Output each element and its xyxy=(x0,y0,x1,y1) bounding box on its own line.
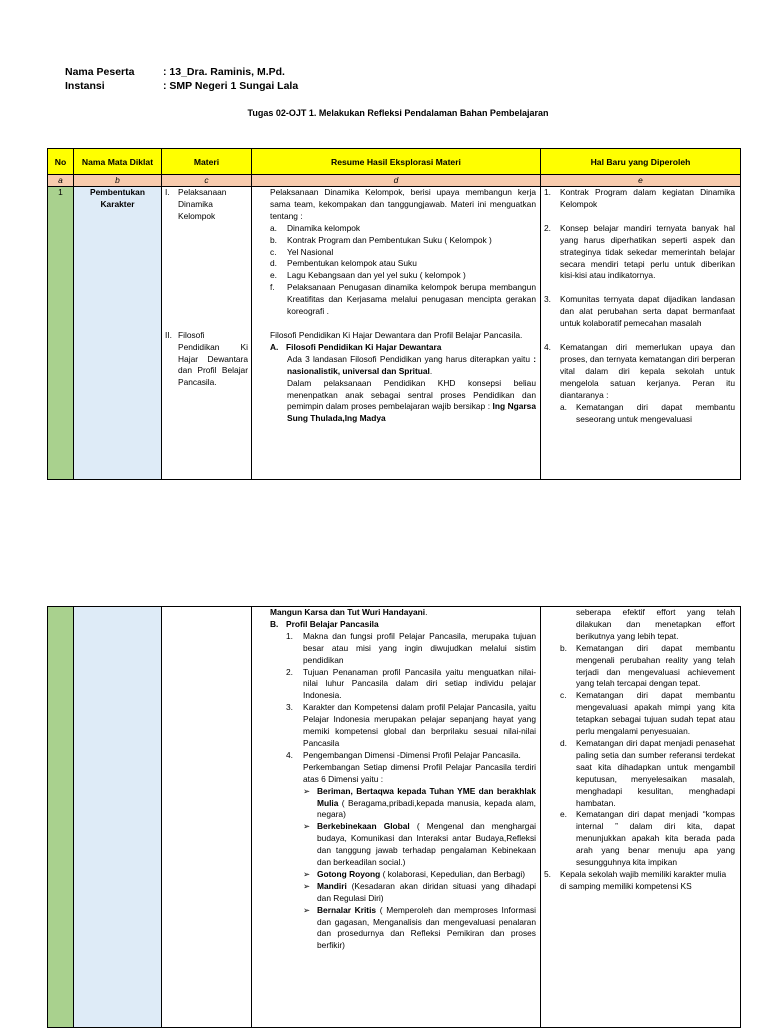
hal-baru-sublist xyxy=(544,643,735,869)
arrow-bullet-icon: ➢ xyxy=(303,880,311,891)
hal-baru-cell xyxy=(541,187,741,480)
table-row xyxy=(48,187,741,480)
dimensi-intro: Perkembangan Setiap dimensi Profil Pelajar Pancasila terdiri atas 6 Dimensi yaitu : xyxy=(303,761,536,784)
profil-list-item: 4. Pengembangan Dimensi -Dimensi Profil Pelajar Pancasila. xyxy=(286,749,521,760)
letter-b: b xyxy=(74,175,162,187)
hal-baru-subitem: d. Kematangan diri dapat menjadi penasehat paling setia dan sumber referansi terdekat saat kita dihadapkan untuk mengambil keputusan, menyelesaikan masalah, menghadapi kesulitan, menghadapi hambatan. xyxy=(560,737,735,808)
dimensi-item: ➢ Mandiri (Kesadaran akan diridan situasi yang dihadapi dan Regulasi Diri) xyxy=(303,880,536,903)
header-no: No xyxy=(48,149,74,175)
profil-list-item: 1. Makna dan fungsi profil Pelajar Pancasila, merupaka tujuan besar atau misi yang ingin diwujudkan melalui sistim pendidikan xyxy=(286,630,536,665)
hal-baru-cell-continued xyxy=(541,607,741,1028)
section-a-continued: Mangun Karsa dan Tut Wuri Handayani. xyxy=(270,607,428,617)
dimensi-item: ➢ Gotong Royong ( kolaborasi, Kepedulian, dan Berbagi) xyxy=(303,868,526,879)
profil-list-item: 3. Karakter dan Kompetensi dalam profil Pelajar Pancasila, yaitu Pelajar Indonesia merupakan pelajar sepanjang hayat yang memiki kompetensi global dan berprilaku sesuai nilai-nilai Pancasila xyxy=(286,702,536,748)
document-title: Tugas 02-OJT 1. Melakukan Refleksi Pendalaman Bahan Pembelajaran xyxy=(247,108,549,118)
row-number: 1 xyxy=(48,187,74,480)
profil-list-item: 2. Tujuan Penanaman profil Pancasila yaitu menguatkan nilai-nilai luhur Pancasila dalam diri setiap individu pelajar Indonesia. xyxy=(286,666,536,701)
hal-baru-item: 3. Komunitas ternyata dapat dijadikan landasan dan alat perubahan serta dapat bermanfaat untuk kolaboratif pemecahan masalah xyxy=(544,294,735,329)
hal-baru-list xyxy=(544,187,735,402)
column-letter-row xyxy=(48,175,741,187)
arrow-bullet-icon: ➢ xyxy=(303,868,311,879)
institution-row xyxy=(65,80,298,92)
participant-name-row xyxy=(65,66,285,78)
resume-list-item: a. Dinamika kelompok xyxy=(270,222,361,233)
hal-baru-item: 5. Kepala sekolah wajib memiliki karakter mulia di samping memiliki kompetensi KS xyxy=(544,868,727,891)
filosofi-intro: Filosofi Pendidikan Ki Hajar Dewantara dan Profil Belajar Pancasila. xyxy=(270,329,523,340)
section-a-heading: A. Filosofi Pendidikan Ki Hajar Dewantara xyxy=(270,341,442,352)
arrow-bullet-icon: ➢ xyxy=(303,904,311,915)
materi-item: II. Filosofi Pendidikan Ki Hajar Dewantara dan Profil Belajar Pancasila. xyxy=(165,329,248,388)
section-a-paragraph: Dalam pelaksanaan Pendidikan KHD konsepsi beliau menenpatkan anak sebagai sentral proses Pendidikan dan pemimpin dalam proses pembelajaran wajib bersikap : Ing Ngarsa Sung Thulada,Ing Madya xyxy=(287,377,536,424)
letter-a: a xyxy=(48,175,74,187)
mata-diklat-continued xyxy=(74,607,162,1028)
header-materi: Materi xyxy=(162,149,252,175)
resume-cell xyxy=(252,187,541,480)
hal-baru-item: 4. Kematangan diri memerlukan upaya dan proses, dan ternyata kematangan diri berperan vital dalam diri kepala sekolah untuk mengelola satuan kerjanya. Peran itu diantaranya : xyxy=(544,342,735,400)
hal-baru-subitem: c. Kematangan diri dapat membantu mengevaluasi apakah mimpi yang kita tetapkan sebagai tujuan sudah tepat atau perlu mengalami penyesuaian. xyxy=(560,690,735,737)
letter-e: e xyxy=(541,175,741,187)
row-number-continued xyxy=(48,607,74,1028)
section-b-heading: B. Profil Belajar Pancasila xyxy=(270,618,379,629)
header-hal-baru: Hal Baru yang Diperoleh xyxy=(541,149,741,175)
dimensi-item: ➢ Bernalar Kritis ( Memperoleh dan memproses Informasi dan gagasan, Menganalisis dan mengevaluasi penalaran dan prosedurnya dan Refleksi Pemikiran dan proses berfikir) xyxy=(303,904,536,951)
section-a-paragraph: Ada 3 landasan Filosofi Pendidikan yang harus diterapkan yaitu : nasionalistik, universal dan Spritual. xyxy=(287,353,536,376)
resume-list-item: e. Lagu Kebangsaan dan yel yel suku ( kelompok ) xyxy=(270,270,466,281)
profil-list xyxy=(270,631,536,762)
mata-diklat-cell: Pembentukan Karakter xyxy=(74,187,162,480)
hal-baru-item: 1. Kontrak Program dalam kegiatan Dinamika Kelompok xyxy=(544,187,735,209)
resume-list xyxy=(270,223,536,318)
resume-list-item: b. Kontrak Program dan Pembentukan Suku ( Kelompok ) xyxy=(270,234,492,245)
materi-continued xyxy=(162,607,252,1028)
materi-cell xyxy=(162,187,252,480)
resume-intro: Pelaksanaan Dinamika Kelompok, berisi upaya membangun kerja sama team, kekompakan dan tanggungjawab. Materi ini menguatkan tentang : xyxy=(270,187,536,221)
institution-label: Instansi xyxy=(65,80,105,92)
hal-baru-subitem: a. Kematangan diri dapat membantu seseorang untuk mengevaluasi xyxy=(560,401,735,424)
header-resume: Resume Hasil Eksplorasi Materi xyxy=(252,149,541,175)
table-header-row xyxy=(48,149,741,175)
reflection-table-page2 xyxy=(47,606,741,1028)
participant-value: : 13_Dra. Raminis, M.Pd. xyxy=(163,66,285,78)
letter-c: c xyxy=(162,175,252,187)
participant-label: Nama Peserta xyxy=(65,66,135,78)
resume-cell-continued xyxy=(252,607,541,1028)
reflection-table-page1 xyxy=(47,148,741,480)
table-row xyxy=(48,607,741,1028)
materi-item: I. Pelaksanaan Dinamika Kelompok xyxy=(165,187,227,221)
dimensi-item: ➢ Beriman, Bertaqwa kepada Tuhan YME dan berakhlak Mulia ( Beragama,pribadi,kepada manusia, kepada alam, negara) xyxy=(303,785,536,820)
hal-baru-subitem: b. Kematangan diri dapat membantu mengenali perubahan reality yang telah terjadi dan mengevaluasi achievement yang telah tercapai dengan tepat. xyxy=(560,642,735,689)
resume-list-item: c. Yel Nasional xyxy=(270,246,334,257)
hal-baru-item: 2. Konsep belajar mandiri ternyata banyak hal yang harus diperhatikan seperti aspek dan strateginya tidak sekedar memerintah belajar secara mendiri tetapi perlu untuk diberikan kisi-kisi atau indikatornya. xyxy=(544,222,735,281)
dimensi-item: ➢ Berkebinekaan Global ( Mengenal dan menghargai budaya, Komunikasi dan Interaksi antar Budaya,Refleksi dan tanggung jawab terhadap pengalaman Kebinekaan dan berkeadilan social.) xyxy=(303,821,536,868)
resume-list-item: f. Pelaksanaan Penugasan dinamika kelompok berupa membangun Kreatifitas dan Kerjasama melalui penugasan mencipta gerakan koreografi . xyxy=(270,282,536,317)
arrow-bullet-icon: ➢ xyxy=(303,821,311,832)
letter-d: d xyxy=(252,175,541,187)
resume-list-item: d. Pembentukan kelompok atau Suku xyxy=(270,258,417,269)
hal-baru-sub-a-continued: seberapa efektif effort yang telah dilakukan dan menetapkan effort berikutnya yang lebih tepat. xyxy=(576,607,735,641)
hal-baru-subitem: e. Kematangan diri dapat menjadi “kompas internal ” dalam diri kita, dapat menunjukkan apakah kita berada pada arah yang benar menuju apa yang sesungguhnya kita impikan xyxy=(560,809,735,868)
arrow-bullet-icon: ➢ xyxy=(303,785,311,796)
header-mata-diklat: Nama Mata Diklat xyxy=(74,149,162,175)
institution-value: : SMP Negeri 1 Sungai Lala xyxy=(163,80,299,92)
dimensi-list xyxy=(270,786,536,953)
